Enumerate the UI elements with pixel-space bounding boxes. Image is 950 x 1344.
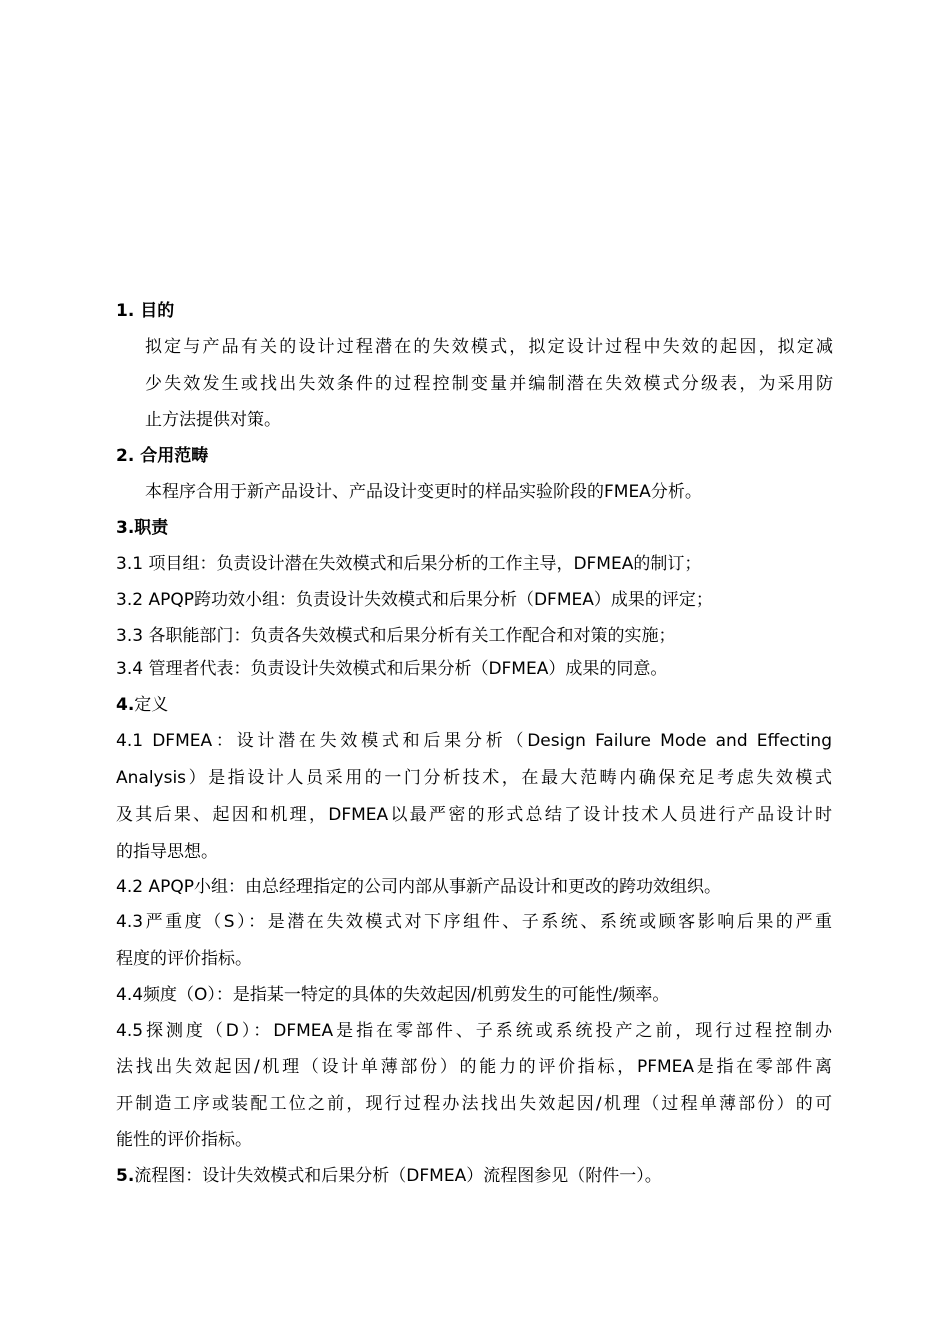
def-4-5-line-4: 能性的评价指标。 [116, 1130, 252, 1150]
def-4-3-line-2: 程度的评价指标。 [116, 949, 252, 969]
section-4-heading-text: 定义 [134, 695, 169, 715]
section-3-item-1: 3.1 项目组：负责设计潜在失效模式和后果分析的工作主导，DFMEA的制订； [116, 554, 702, 574]
def-4-1-line-4: 的指导思想。 [116, 842, 218, 862]
section-1-line-2: 少失效发生或找出失效条件的过程控制变量并编制潜在失效模式分级表，为采用防 [145, 374, 833, 394]
section-1-line-1: 拟定与产品有关的设计过程潜在的失效模式，拟定设计过程中失效的起因，拟定减 [145, 337, 833, 357]
section-5-heading-number: 5. [116, 1166, 135, 1186]
def-4-2: 4.2 APQP小组：由总经理指定的公司内部从事新产品设计和更改的跨功效组织。 [116, 877, 721, 897]
section-2-line-1: 本程序合用于新产品设计、产品设计变更时的样品实验阶段的FMEA分析。 [145, 482, 702, 502]
section-4-heading [116, 694, 168, 716]
section-4-heading-number: 4. [116, 695, 135, 715]
def-4-5-line-3: 开制造工序或装配工位之前，现行过程办法找出失效起因/机理（过程单薄部份）的可 [116, 1094, 832, 1114]
section-3-item-2: 3.2 APQP跨功效小组：负责设计失效模式和后果分析（DFMEA）成果的评定； [116, 590, 713, 610]
def-4-1-line-1: 4.1 DFMEA：设计潜在失效模式和后果分析（Design Failure Mode and Effecting [116, 731, 832, 751]
def-4-5-line-1: 4.5探测度（D）：DFMEA是指在零部件、子系统或系统投产之前，现行过程控制办 [116, 1021, 832, 1041]
section-3-heading: 3.职责 [116, 518, 169, 538]
section-1-heading: 1. 目的 [116, 301, 175, 321]
def-4-3-line-1: 4.3严重度（S）：是潜在失效模式对下序组件、子系统、系统或顾客影响后果的严重 [116, 912, 832, 932]
section-1-line-3: 止方法提供对策。 [145, 410, 281, 430]
section-2-heading: 2. 合用范畴 [116, 446, 209, 466]
def-4-5-line-2: 法找出失效起因/机理（设计单薄部份）的能力的评价指标，PFMEA是指在零部件离 [116, 1057, 832, 1077]
def-4-4: 4.4频度（O）：是指某一特定的具体的失效起因/机剪发生的可能性/频率。 [116, 985, 670, 1005]
def-4-1-line-3: 及其后果、起因和机理，DFMEA以最严密的形式总结了设计技术人员进行产品设计时 [116, 805, 832, 825]
def-4-1-line-2: Analysis）是指设计人员采用的一门分析技术，在最大范畴内确保充足考虑失效模式 [116, 768, 832, 788]
section-5-paragraph [116, 1165, 662, 1187]
section-3-item-3: 3.3 各职能部门：负责各失效模式和后果分析有关工作配合和对策的实施； [116, 626, 676, 646]
section-5-text: 流程图：设计失效模式和后果分析（DFMEA）流程图参见（附件一）。 [134, 1166, 662, 1186]
section-3-item-4: 3.4 管理者代表：负责设计失效模式和后果分析（DFMEA）成果的同意。 [116, 659, 668, 679]
